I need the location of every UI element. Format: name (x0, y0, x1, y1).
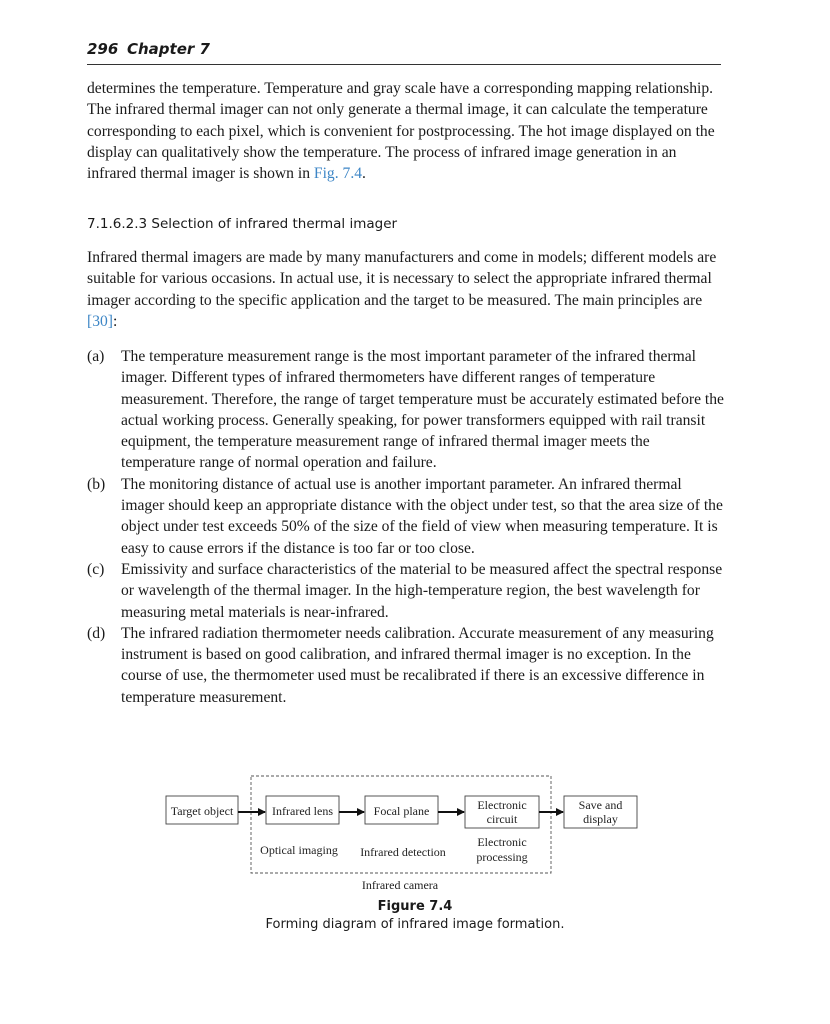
optical-imaging-label: Optical imaging (260, 843, 338, 857)
target-object-label: Target object (170, 804, 234, 818)
page-number: 296 (87, 40, 119, 58)
focal-plane-label: Focal plane (373, 804, 430, 818)
list-item (87, 474, 727, 559)
list-marker: (c) (87, 560, 105, 578)
paragraph-1-text: determines the temperature. Temperature and gray scale have a corresponding mapping relationship. The infrared thermal imager can not only generate a thermal image, it can calculate the temperature corresponding to each pixel, which is convenient for postprocessing. The hot image displayed on the display can qualitatively show the temperature. The process of infrared image generation in an infrared thermal imager is shown in (87, 80, 715, 183)
figure-title: Figure 7.4 (377, 899, 453, 914)
citation-link[interactable]: [30] (87, 312, 113, 330)
section-heading: 7.1.6.2.3 Selection of infrared thermal imager (87, 216, 398, 232)
paragraph-2-text: Infrared thermal imagers are made by many manufacturers and come in models; different models are suitable for various occasions. In actual use, it is necessary to select the appropriate infrared thermal imager according to the specific application and the target to be measured. The main principles are (87, 249, 717, 309)
electronic-circuit-label-1: Electronic (477, 798, 527, 812)
paragraph-1-end: . (362, 165, 366, 183)
list-item (87, 623, 727, 708)
infrared-lens-label: Infrared lens (272, 804, 333, 818)
diagram-svg (160, 772, 650, 897)
chapter-title: Chapter 7 (127, 40, 210, 58)
figure-diagram (160, 772, 650, 897)
running-header (87, 38, 721, 65)
paragraph-2 (87, 247, 727, 332)
list-item-text: Emissivity and surface characteristics of the material to be measured affect the spectral response or wavelength of the thermal imager. In the high-temperature region, the best wavelength for measuring metal materials is near-infrared. (121, 560, 723, 621)
principles-list (87, 346, 727, 708)
electronic-processing-label-2: processing (476, 850, 528, 864)
figure-caption: Forming diagram of infrared image formation. (265, 917, 565, 932)
electronic-processing-label-1: Electronic (477, 835, 527, 849)
list-marker: (a) (87, 348, 105, 365)
list-item-text: The temperature measurement range is the most important parameter of the infrared thermal imager. Different types of infrared thermometers have different ranges of temperature measurement. Therefore, the range of target temperature must be accurately estimated before the actual working process. Generally speaking, for power transformers equipped with rail transit equipment, the temperature measurement range of infrared thermal imager meets the temperature range of normal operation and failure. (121, 348, 724, 472)
figure-link[interactable]: Fig. 7.4 (313, 165, 363, 183)
list-item (87, 346, 727, 474)
paragraph-1 (87, 78, 727, 184)
paragraph-2-end: : (112, 312, 118, 330)
list-marker: (b) (87, 475, 106, 493)
save-display-label-2: display (583, 812, 618, 826)
infrared-detection-label: Infrared detection (360, 845, 446, 859)
infrared-camera-label: Infrared camera (361, 878, 439, 892)
electronic-circuit-label-2: circuit (486, 812, 518, 826)
list-item-text: The monitoring distance of actual use is another important parameter. An infrared thermal imager should keep an appropriate distance with the object under test, so that the area size of the object under test exceeds 50% of the size of the field of view when measuring temperature. It is easy to cause errors if the distance is too far or too close. (121, 475, 723, 557)
list-marker: (d) (87, 624, 106, 642)
list-item-text: The infrared radiation thermometer needs calibration. Accurate measurement of any measuring instrument is based on good calibration, and infrared thermal imager is no exception. In the course of use, the thermometer used must be recalibrated if there is an excessive difference in temperature measurement. (121, 624, 714, 706)
save-display-label-1: Save and (578, 798, 623, 812)
list-item (87, 559, 727, 623)
